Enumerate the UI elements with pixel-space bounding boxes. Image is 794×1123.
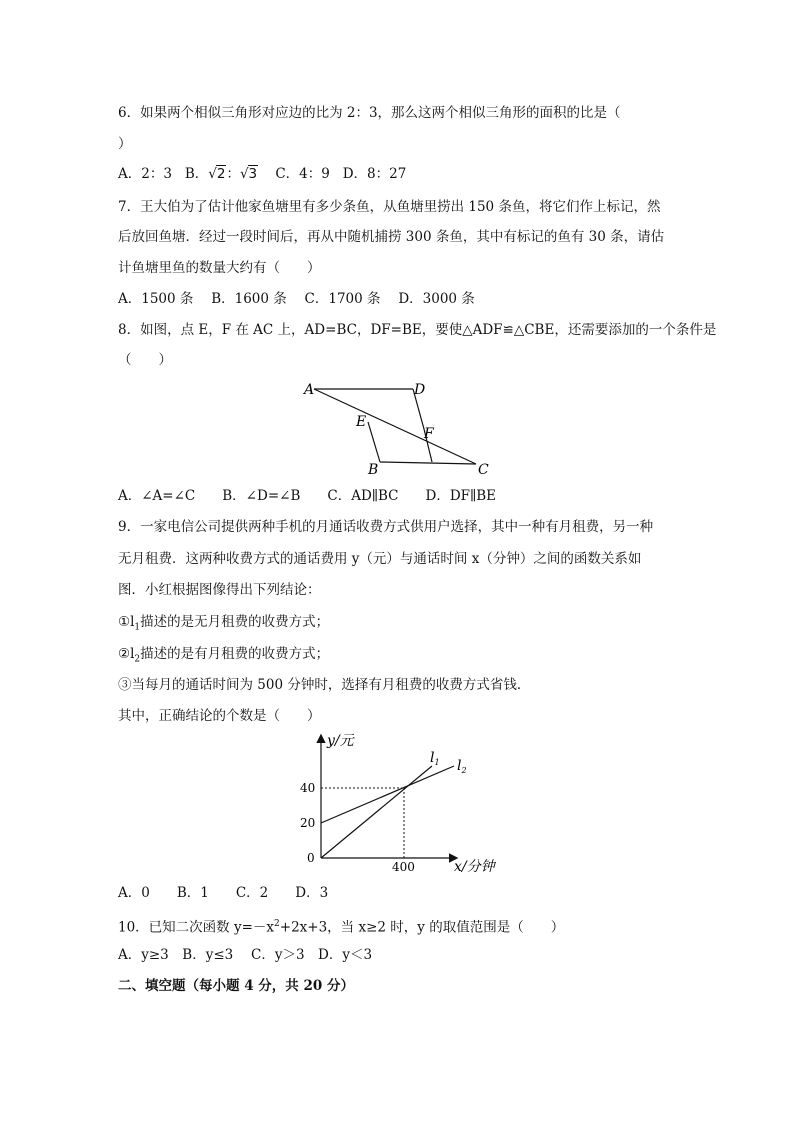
q6-options [118, 164, 406, 184]
q9-stem-line1: 9．一家电信公司提供两种手机的月通话收费方式供用户选择，其中一种有月租费，另一种 [118, 519, 654, 535]
q6-stem-line1: 6．如果两个相似三角形对应边的比为 2：3，那么这两个相似三角形的面积的比是（ [118, 105, 621, 121]
tick-origin: 0 [307, 851, 315, 865]
label-l2: $l_2$ [457, 758, 467, 775]
q6-option-b: B．√2：√3 [184, 166, 258, 182]
tick-20: 20 [300, 816, 316, 830]
label-c: C [478, 462, 489, 478]
segment-ac [314, 389, 476, 464]
q6-option-d: D．8：27 [342, 166, 407, 182]
q10-options: A．y≥3 B．y≤3 C．y＞3 D．y＜3 [118, 947, 373, 963]
q8-stem-line2: （ ） [118, 352, 172, 368]
q8-stem-line1: 8．如图，点 E，F 在 AC 上，AD=BC，DF=BE，要使△ADF≌△CBE，还需要添加的一个条件是 [118, 322, 717, 338]
q8-parallelogram-figure [290, 374, 510, 484]
q7-stem-line3: 计鱼塘里鱼的数量大约有（ ） [118, 260, 321, 276]
label-e: E [356, 414, 367, 430]
q7-stem-line1: 7．王大伯为了估计他家鱼塘里有多少条鱼，从鱼塘里捞出 150 条鱼，将它们作上标记，然 [118, 199, 661, 215]
q9-conclusion-3: ③当每月的通话时间为 500 分钟时，选择有月租费的收费方式省钱． [118, 677, 531, 693]
q6-stem-line2: ） [118, 136, 132, 152]
q6-option-a: A．2：3 [118, 166, 172, 182]
q9-stem-line4: 其中，正确结论的个数是（ ） [118, 708, 321, 724]
tick-40: 40 [300, 781, 316, 795]
tick-400: 400 [392, 860, 415, 874]
sqrt-symbol: √2 [208, 166, 226, 182]
q9-conclusion-1: $①l_1$描述的是无月租费的收费方式； [118, 614, 330, 633]
segment-bc [380, 462, 476, 464]
label-a: A [304, 382, 315, 398]
q7-options: A．1500 条 B．1600 条 C．1700 条 D．3000 条 [118, 291, 475, 307]
q9-fee-graph [294, 728, 504, 878]
q9-conclusion-2: $②l_2$描述的是有月租费的收费方式； [118, 646, 330, 665]
q9-stem-line3: 图．小红根据图像得出下列结论： [118, 582, 321, 598]
q7-stem-line2: 后放回鱼塘．经过一段时间后，再从中随机捕捞 300 条鱼，其中有标记的鱼有 30 条，请估 [118, 229, 665, 245]
label-f: F [424, 426, 434, 442]
line-l1 [321, 766, 432, 858]
q10-stem: 10．已知二次函数 $y=-x^2+2x+3$，当 x≥2 时，y 的取值范围是（ ） [118, 919, 565, 936]
sqrt-symbol: √3 [239, 166, 258, 182]
q8-options: A．∠A=∠C B．∠D=∠B C．AD∥BC D．DF∥BE [118, 488, 497, 504]
label-b: B [368, 462, 379, 478]
segment-eb [368, 422, 380, 462]
q6-option-c: C．4：9 [275, 166, 330, 182]
label-d: D [414, 382, 426, 398]
x-axis-label: x/分钟 [454, 859, 495, 875]
q9-options: A．0 B．1 C．2 D．3 [118, 885, 329, 901]
section-2-heading: 二、填空题（每小题 4 分，共 20 分） [118, 978, 354, 994]
label-l1: $l_1$ [430, 750, 440, 767]
q9-stem-line2: 无月租费．这两种收费方式的通话费用 y（元）与通话时间 x（分钟）之间的函数关系如 [118, 551, 642, 567]
line-l2 [321, 766, 454, 823]
y-axis-label: y/元 [327, 733, 354, 749]
